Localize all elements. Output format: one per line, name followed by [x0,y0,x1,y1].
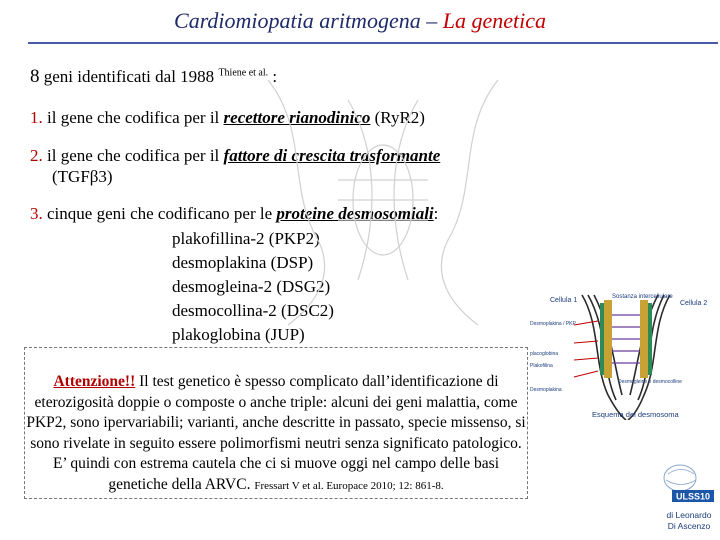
item-1-suffix: (RyR2) [370,108,425,127]
credit-line-1: di Leonardo [666,510,712,520]
item-2-prefix: il gene che codifica per il [42,146,224,165]
fig-label-space: Sostanza intercellulare [612,294,673,300]
faded-desmosome-illustration [248,40,518,330]
fig-caption: Esquema del desmosoma [592,410,679,419]
item-3-suffix: : [433,204,439,223]
slide-title [0,8,720,34]
intro-number: 8 [30,66,40,87]
gene-jup: plakoglobina (JUP) [172,325,305,344]
fig-label-desmoplakin-pkp: Desmoplakina / PKP [530,321,576,327]
fig-label-plakoglobin: placoglobina [530,351,559,357]
fig-label-cell2: Cellula 2 [680,300,708,307]
title-main: Cardiomiopatia aritmogena – [174,8,443,33]
item-1-number: 1. [30,108,43,127]
item-3-number: 3. [30,204,43,223]
warning-text [26,372,526,496]
warning-label: Attenzione!! [53,373,136,390]
fig-label-desmoplakin: Desmoplakina [530,387,562,393]
item-1-term: recettore rianodinico [223,108,371,127]
ulss10-logo [658,460,716,508]
gene-dsg2: desmogleina-2 (DSG2) [172,277,331,296]
gene-dsc2: desmocollina-2 (DSC2) [172,301,334,320]
item-1-prefix: il gene che codifica per il [42,108,224,127]
title-highlight: La genetica [442,8,546,33]
item-2-term: fattore di crescita trasformante [223,146,441,165]
fig-label-plakophilin: Plakofilina [530,363,553,369]
fig-label-cadherins: Desmogleine e desmocolline [618,379,682,385]
item-3-term: proteine desmosomiali [276,204,434,223]
intro-line [30,66,277,88]
author-credit [660,510,718,532]
desmosome-diagram [530,155,720,420]
credit-line-2: Di Ascenzo [667,521,711,531]
intro-text: geni identificati dal 1988 [39,67,219,86]
item-2-number: 2. [30,146,43,165]
fig-label-cell1: Cellula 1 [550,297,578,304]
item-2-line2: (TGFβ3) [52,167,113,186]
item-3-prefix: cinque geni che codificano per le [42,204,277,223]
intro-citation: Thiene et al. [218,67,269,79]
gene-pkp2: plakofillina-2 (PKP2) [172,229,320,248]
intro-colon: : [268,67,278,86]
logo-text: ULSS10 [675,491,711,502]
warning-body: Il test genetico è spesso complicato dall’identificazione di eterozigosità doppie o composte o anche triple: alcuni dei geni malattia, come PKP2, sono ipervariabili; varianti, anche descritte in passato, specie missenso, si sono rivelate in seguito essere polimorfismi neutri senza significato patologico. E’ quindi con estrema cautela che ci si muove oggi nel campo delle basi genetiche della ARVC. [26,373,526,493]
gene-dsp: desmoplakina (DSP) [172,253,314,272]
warning-reference: Fressart V et al. Europace 2010; 12: 861-8. [254,479,444,492]
